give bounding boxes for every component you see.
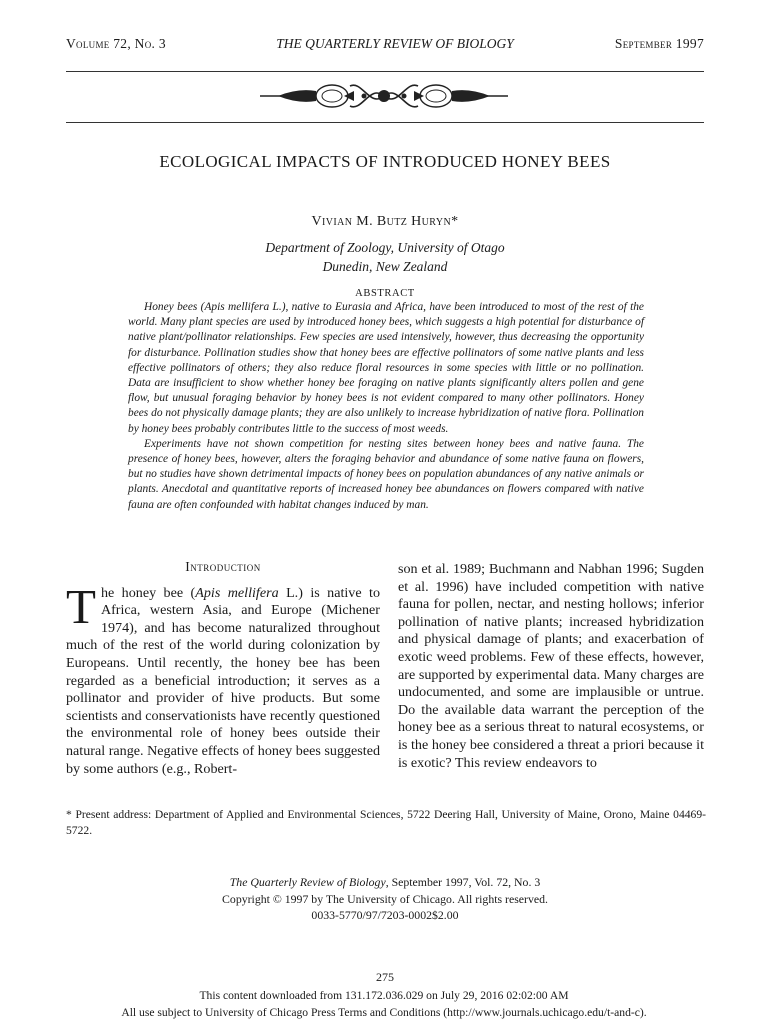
right-column [398, 561, 704, 772]
ornament-icon [258, 78, 510, 114]
citation-line [66, 874, 704, 891]
citation-details: , September 1997, Vol. 72, No. 3 [385, 875, 541, 889]
affiliation-department: Department of Zoology, University of Otago [265, 240, 505, 255]
species-name: Apis mellifera [195, 584, 279, 601]
volume-issue: Volume 72, No. 3 [66, 36, 166, 51]
journal-name: THE QUARTERLY REVIEW OF BIOLOGY [276, 36, 514, 51]
article-title: ECOLOGICAL IMPACTS OF INTRODUCED HONEY BEES [159, 152, 611, 171]
abstract-paragraph-1: Honey bees (Apis mellifera L.), native to Eurasia and Africa, have been introduced to most of the rest of the world. Many plant species are used by introduced honey bees, which suggests a high potential for disturbance of native plant/pollinator relationships. Few species are used intensively, however, thus decreasing the opportunity for disturbance. Pollination studies show that honey bees are effective pollinators of some native plants and less effective pollinators of others; they also reduce floral resources in some species with little or no pollination. Data are insufficient to show whether honey bee foraging on native plants significantly alters pollen and gene flow, but unusual foraging behavior by honey bees is not evident compared to many other pollinators. Honey bees do not physically damage plants; they are also unlikely to increase hybridization of native flora. Pollination by honey bees probably contributes little to the success of most weeds. [128, 301, 644, 435]
terms-line[interactable]: All use subject to University of Chicago Press Terms and Conditions (http://www.journals.uchicago.edu/t-and-c). [121, 1005, 647, 1019]
author-footnote: * Present address: Department of Applied and Environmental Sciences, 5722 Deering Hall, University of Maine, Orono, Maine 04469-5722. [66, 808, 706, 837]
intro-text-start: he honey bee ( [100, 584, 196, 601]
copyright-line: Copyright © 1997 by The University of Chicago. All rights reserved. [222, 891, 548, 906]
author-name: Vivian M. Butz Huryn* [311, 214, 459, 229]
publication-info [66, 874, 704, 924]
drop-cap: T [66, 578, 96, 634]
running-head [66, 36, 704, 54]
introduction-heading: Introduction [185, 559, 261, 574]
header-rule-bottom [66, 122, 704, 123]
introduction-continued: son et al. 1989; Buchmann and Nabhan 1996; Sugden et al. 1996) have included competition with native fauna for pollen, nectar, and nesting hollows; inferior pollination of native plants; increased hybridization and physical damage of plants; and exacerbation of exotic weed problems. Few of these effects, however, are supported by experimental data. Many charges are undocumented, and some are implausible or untrue. Do the available data warrant the perception of the honey bee as a serious threat to natural ecosystems, or is the honey bee considered a threat a priori because it is exotic? This review endeavors to [398, 561, 704, 771]
download-line: This content downloaded from 131.172.036.029 on July 29, 2016 02:02:00 AM [199, 989, 569, 1002]
page-number: 275 [376, 970, 394, 984]
download-notice [30, 988, 738, 1021]
issue-date: September 1997 [614, 36, 704, 51]
abstract-heading: ABSTRACT [355, 288, 415, 299]
introduction-paragraph [66, 578, 381, 779]
intro-text-rest: L.) is native to Africa, western Asia, and Europe (Michener 1974), and has become naturalized throughout much of the rest of the world during colonization by Europeans. Until recently, the honey bee has been regarded as a beneficial introduction; it serves as a pollinator and provider of hive products. But some scientists and conservationists have recently questioned the environmental role of honey bees outside their natural range. Negative effects of honey bees suggested by some authors (e.g., Robert- [66, 584, 381, 777]
affiliation-location: Dunedin, New Zealand [322, 259, 448, 274]
header-rule-top [66, 71, 704, 72]
journal-title-italic: The Quarterly Review of Biology [229, 875, 386, 889]
abstract-body [128, 300, 644, 513]
abstract-paragraph-2: Experiments have not shown competition for nesting sites between honey bees and native fauna. The presence of honey bees, however, alters the foraging behavior and abundance of some native fauna on flowers, but no studies have shown detrimental impacts of honey bees on population abundances of any native animals or plants. Anecdotal and quantitative reports of increased honey bee abundances on flowers compared with native fauna are often confounded with habitat changes induced by man. [128, 437, 644, 511]
issn-line: 0033-5770/97/7203-0002$2.00 [311, 908, 459, 922]
left-column [66, 558, 380, 778]
